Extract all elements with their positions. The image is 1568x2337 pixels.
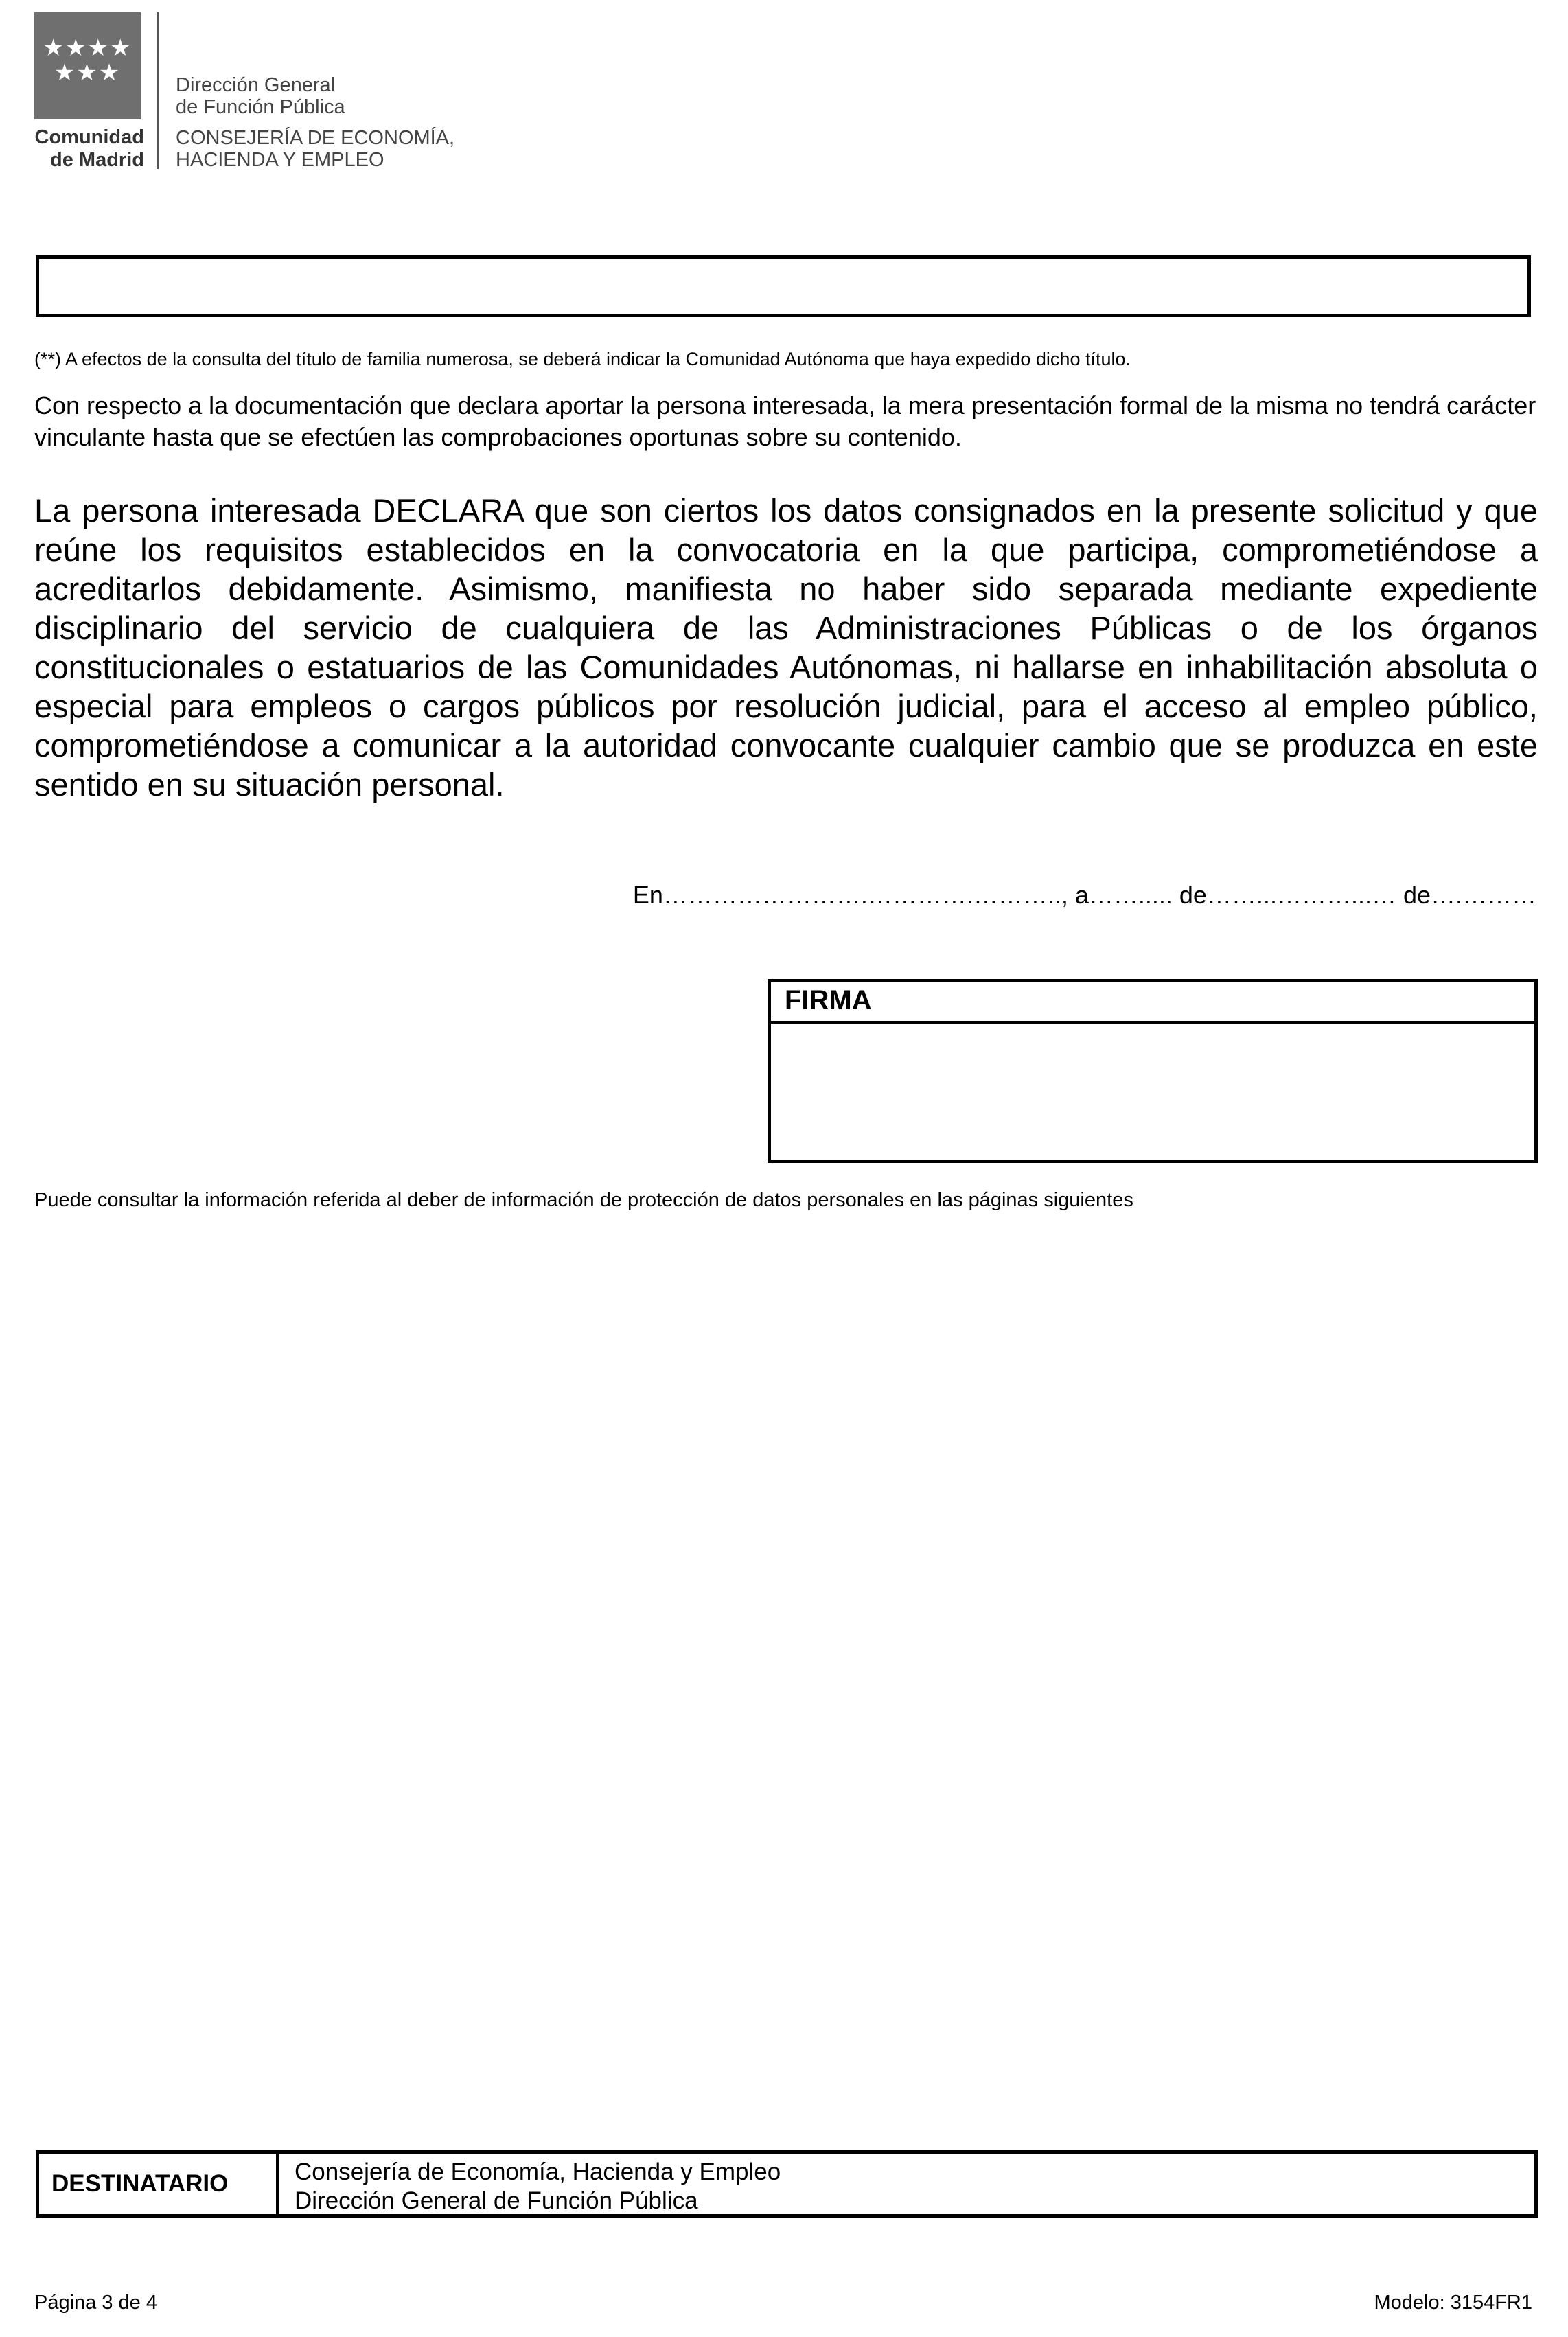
data-protection-note: Puede consultar la información referida al deber de información de protección de datos personales en las páginas siguientes xyxy=(34,1189,1133,1211)
empty-field-box[interactable] xyxy=(36,255,1531,317)
recipient-value xyxy=(295,2158,781,2215)
declaration-paragraph: La persona interesada DECLARA que son ciertos los datos consignados en la presente solicitud y que reúne los requisitos establecidos en la convocatoria en la que participa, comprometiéndose a acreditarlos debidamente. Asimismo, manifiesta no haber sido separada mediante expediente disciplinario del servicio de cualquiera de las Administraciones Públicas o de los órganos constitucionales o estatuarios de las Comunidades Autónomas, ni hallarse en inhabilitación absoluta o especial para empleos o cargos públicos por resolución judicial, para el acceso al empleo público, comprometiéndose a comunicar a la autoridad convocante cualquier cambio que se produzca en este sentido en su situación personal. xyxy=(34,492,1538,803)
recipient-box xyxy=(36,2150,1538,2218)
stars-icon: ★★★★ ★★★ xyxy=(43,35,132,86)
conse-line2: HACIENDA Y EMPLEO xyxy=(176,149,384,171)
logo-name-line1: Comunidad xyxy=(34,126,144,148)
signature-label: FIRMA xyxy=(771,982,1534,1024)
model-number: Modelo: 3154FR1 xyxy=(1374,2292,1532,2314)
dept-line2: de Función Pública xyxy=(176,96,345,118)
documentation-paragraph: Con respecto a la documentación que declara aportar la persona interesada, la mera presentación formal de la misma no tendrá carácter vinculante hasta que se efectúen las comprobaciones oportunas sobre su contenido. xyxy=(34,391,1536,451)
footnote-family: (**) A efectos de la consulta del título de familia numerosa, se deberá indicar la Comunidad Autónoma que haya expedido dicho título. xyxy=(34,349,1131,369)
recipient-line2: Dirección General de Función Pública xyxy=(295,2187,698,2214)
logo-name-line2: de Madrid xyxy=(50,149,144,171)
place-date-line[interactable]: En…………………….………….……….., a……..... de……...………...… de….……… xyxy=(632,881,1536,909)
recipient-line1: Consejería de Economía, Hacienda y Empleo xyxy=(295,2158,781,2185)
recipient-label: DESTINATARIO xyxy=(39,2154,279,2214)
consejeria-name xyxy=(176,127,454,171)
department-name xyxy=(176,74,345,118)
header-divider xyxy=(157,12,159,169)
logo-text xyxy=(27,126,144,172)
signature-box[interactable] xyxy=(768,979,1538,1163)
dept-line1: Dirección General xyxy=(176,74,336,96)
conse-line1: CONSEJERÍA DE ECONOMÍA, xyxy=(176,127,455,149)
page-number: Página 3 de 4 xyxy=(34,2292,157,2314)
